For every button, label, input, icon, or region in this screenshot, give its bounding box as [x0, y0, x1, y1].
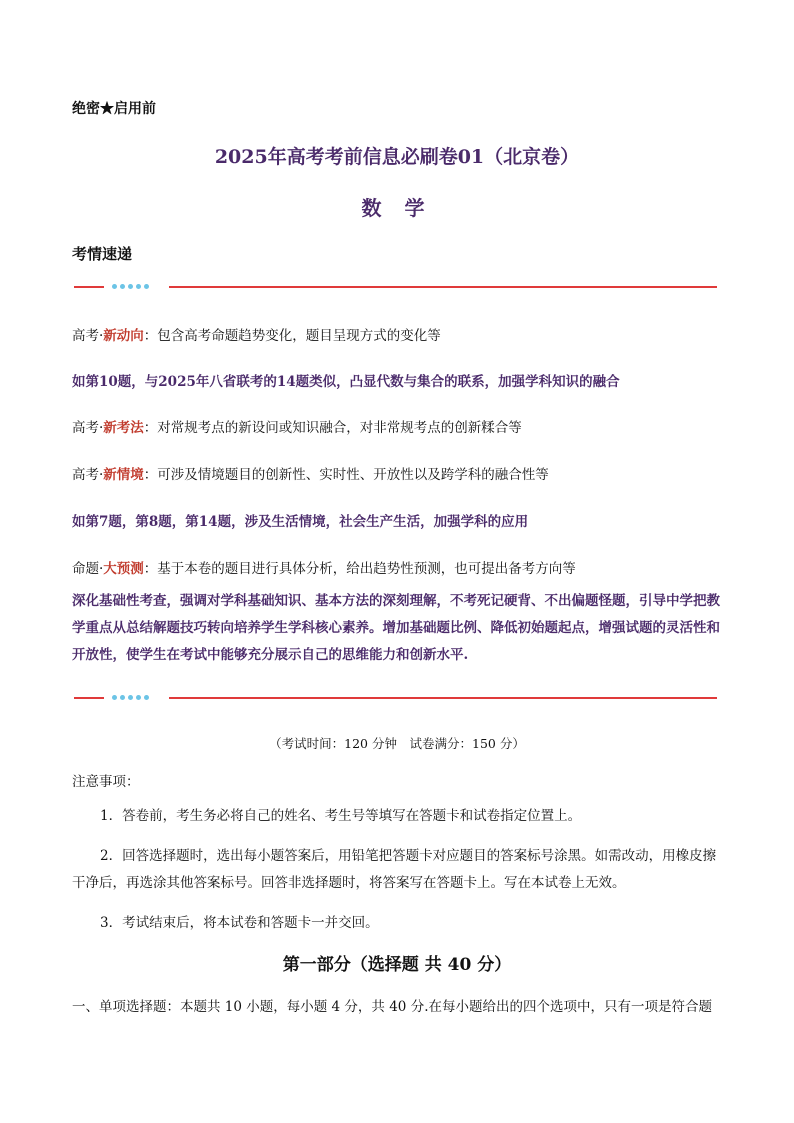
item-text: 对常规考点的新设问或知识融合，对非常规考点的创新糅合等: [157, 420, 522, 436]
subject-title: 数 学: [361, 196, 433, 220]
item-text: 基于本卷的题目进行具体分析，给出趋势性预测，也可提出备考方向等: [157, 561, 576, 577]
single-choice-instruction: 一、单项选择题：本题共 10 小题，每小题 4 分，共 40 分.在每小题给出的四个选项中，只有一项是符合题: [72, 999, 712, 1015]
item-tag: 大预测: [103, 561, 144, 577]
item-prefix: 高考·: [72, 467, 104, 483]
note-item-1: 1．答卷前，考生务必将自己的姓名、考生号等填写在答题卡和试卷指定位置上。: [100, 808, 582, 824]
item-colon: ：: [143, 561, 158, 577]
item-new-context: [72, 465, 722, 485]
note-item-2: 2．回答选择题时，选出每小题答案后，用铅笔把答题卡对应题目的答案标号涂黑。如需改动，用橡皮擦干净后，再选涂其他答案标号。回答非选择题时，将答案写在答题卡上。写在本试卷上无效。: [72, 848, 717, 891]
item-prefix: 高考·: [72, 328, 104, 344]
item-tag: 新情境: [103, 467, 144, 483]
confidential-label: 绝密★启用前: [72, 101, 156, 117]
item-tag: 新考法: [103, 420, 144, 436]
item-new-method: [72, 418, 722, 438]
exam-time-info: （考试时间：120 分钟 试卷满分：150 分）: [269, 736, 525, 751]
note-item-3: 3．考试结束后，将本试卷和答题卡一并交回。: [100, 915, 379, 931]
item-example-1: 如第10题，与2025年八省联考的14题类似，凸显代数与集合的联系，加强学科知识的融合: [72, 374, 620, 390]
exam-title: 2025年高考考前信息必刷卷01（北京卷）: [214, 146, 580, 168]
notes-heading: 注意事项：: [72, 774, 140, 790]
section-heading: 考情速递: [72, 245, 133, 263]
item-new-trend: [72, 326, 722, 346]
item-prefix: 高考·: [72, 420, 104, 436]
prediction-paragraph: 深化基础性考查，强调对学科基础知识、基本方法的深刻理解，不考死记硬背、不出偏题怪题，引导中学把教学重点从总结解题技巧转向培养学生学科核心素养。增加基础题比例、降低初始题起点，增强试题的灵活性和开放性，使学生在考试中能够充分展示自己的思维能力和创新水平.: [72, 593, 720, 663]
item-colon: ：: [143, 420, 158, 436]
section-divider-top: [72, 281, 722, 293]
item-prediction: [72, 559, 722, 579]
item-prefix: 命题·: [72, 561, 104, 577]
item-example-2: 如第7题，第8题，第14题，涉及生活情境，社会生产生活，加强学科的应用: [72, 514, 529, 530]
item-tag: 新动向: [103, 328, 144, 344]
item-colon: ：: [143, 467, 158, 483]
part-one-title: 第一部分（选择题 共 40 分）: [282, 955, 512, 975]
item-text: 包含高考命题趋势变化，题目呈现方式的变化等: [157, 328, 441, 344]
item-text: 可涉及情境题目的创新性、实时性、开放性以及跨学科的融合性等: [157, 467, 549, 483]
item-colon: ：: [143, 328, 158, 344]
section-divider-bottom: [72, 692, 722, 704]
